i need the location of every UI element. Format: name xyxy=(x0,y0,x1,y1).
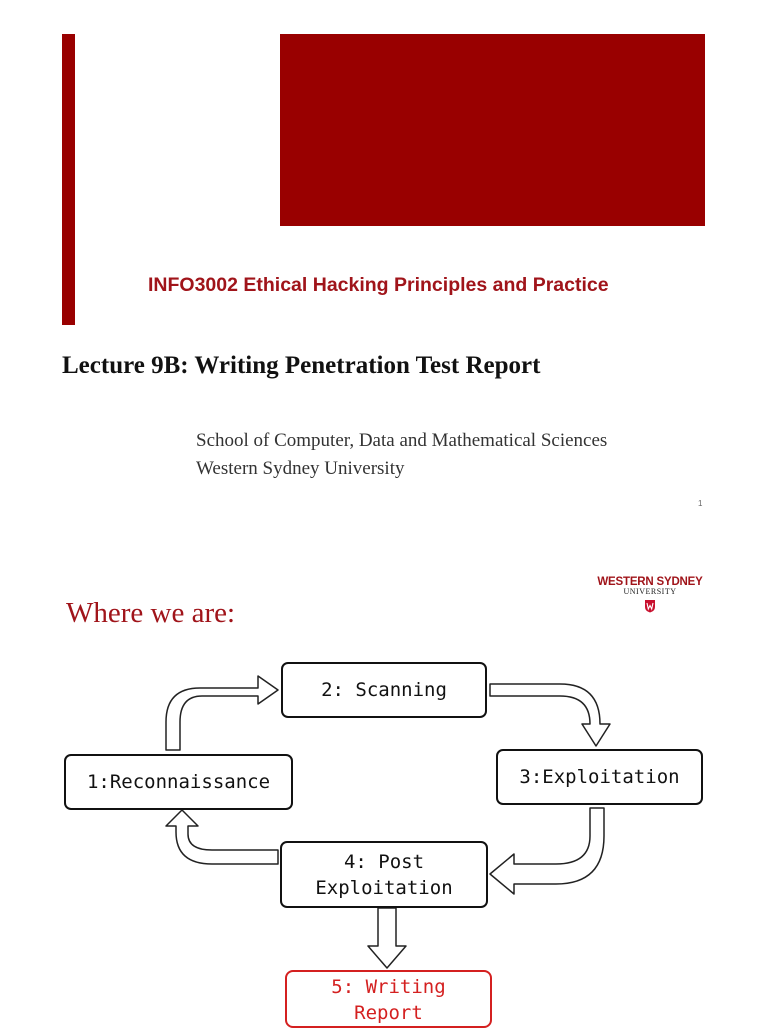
stage-reconnaissance-label: 1:Reconnaissance xyxy=(86,771,271,793)
arrow-post-to-recon xyxy=(166,810,278,864)
stage-writing-report xyxy=(285,970,492,1028)
arrow-exploitation-to-post xyxy=(490,808,604,894)
stage-report-label-line1: 5: Writing xyxy=(331,976,446,998)
university-name: Western Sydney University xyxy=(196,458,405,479)
arrow-scanning-to-exploitation xyxy=(490,684,610,746)
logo-text-main: WESTERN SYDNEY xyxy=(597,576,703,588)
school-name: School of Computer, Data and Mathematical Sciences xyxy=(196,430,608,451)
stage-exploitation xyxy=(496,749,703,805)
stage-post-label-line1: 4: Post xyxy=(343,850,425,873)
logo-text-sub: UNIVERSITY xyxy=(623,587,677,596)
lecture-title: Lecture 9B: Writing Penetration Test Report xyxy=(62,352,541,379)
accent-bar-left xyxy=(62,34,75,325)
stage-scanning xyxy=(281,662,487,718)
university-logo xyxy=(590,576,710,618)
section-heading: Where we are: xyxy=(66,597,236,629)
arrow-post-to-report xyxy=(368,908,406,968)
header-block xyxy=(280,34,705,226)
shield-w-icon xyxy=(644,599,656,613)
stage-reconnaissance xyxy=(64,754,293,810)
stage-post-label-line2: Exploitation xyxy=(315,876,453,899)
pentest-cycle-diagram xyxy=(0,650,768,1024)
page-number: 1 xyxy=(698,499,703,508)
course-title: INFO3002 Ethical Hacking Principles and Practice xyxy=(148,274,609,296)
arrow-recon-to-scanning xyxy=(166,676,278,750)
stage-exploitation-label: 3:Exploitation xyxy=(519,766,680,788)
stage-scanning-label: 2: Scanning xyxy=(321,679,447,701)
school-info xyxy=(196,427,607,483)
stage-report-label-line2: Report xyxy=(354,1002,423,1024)
stage-post-exploitation xyxy=(280,841,488,908)
